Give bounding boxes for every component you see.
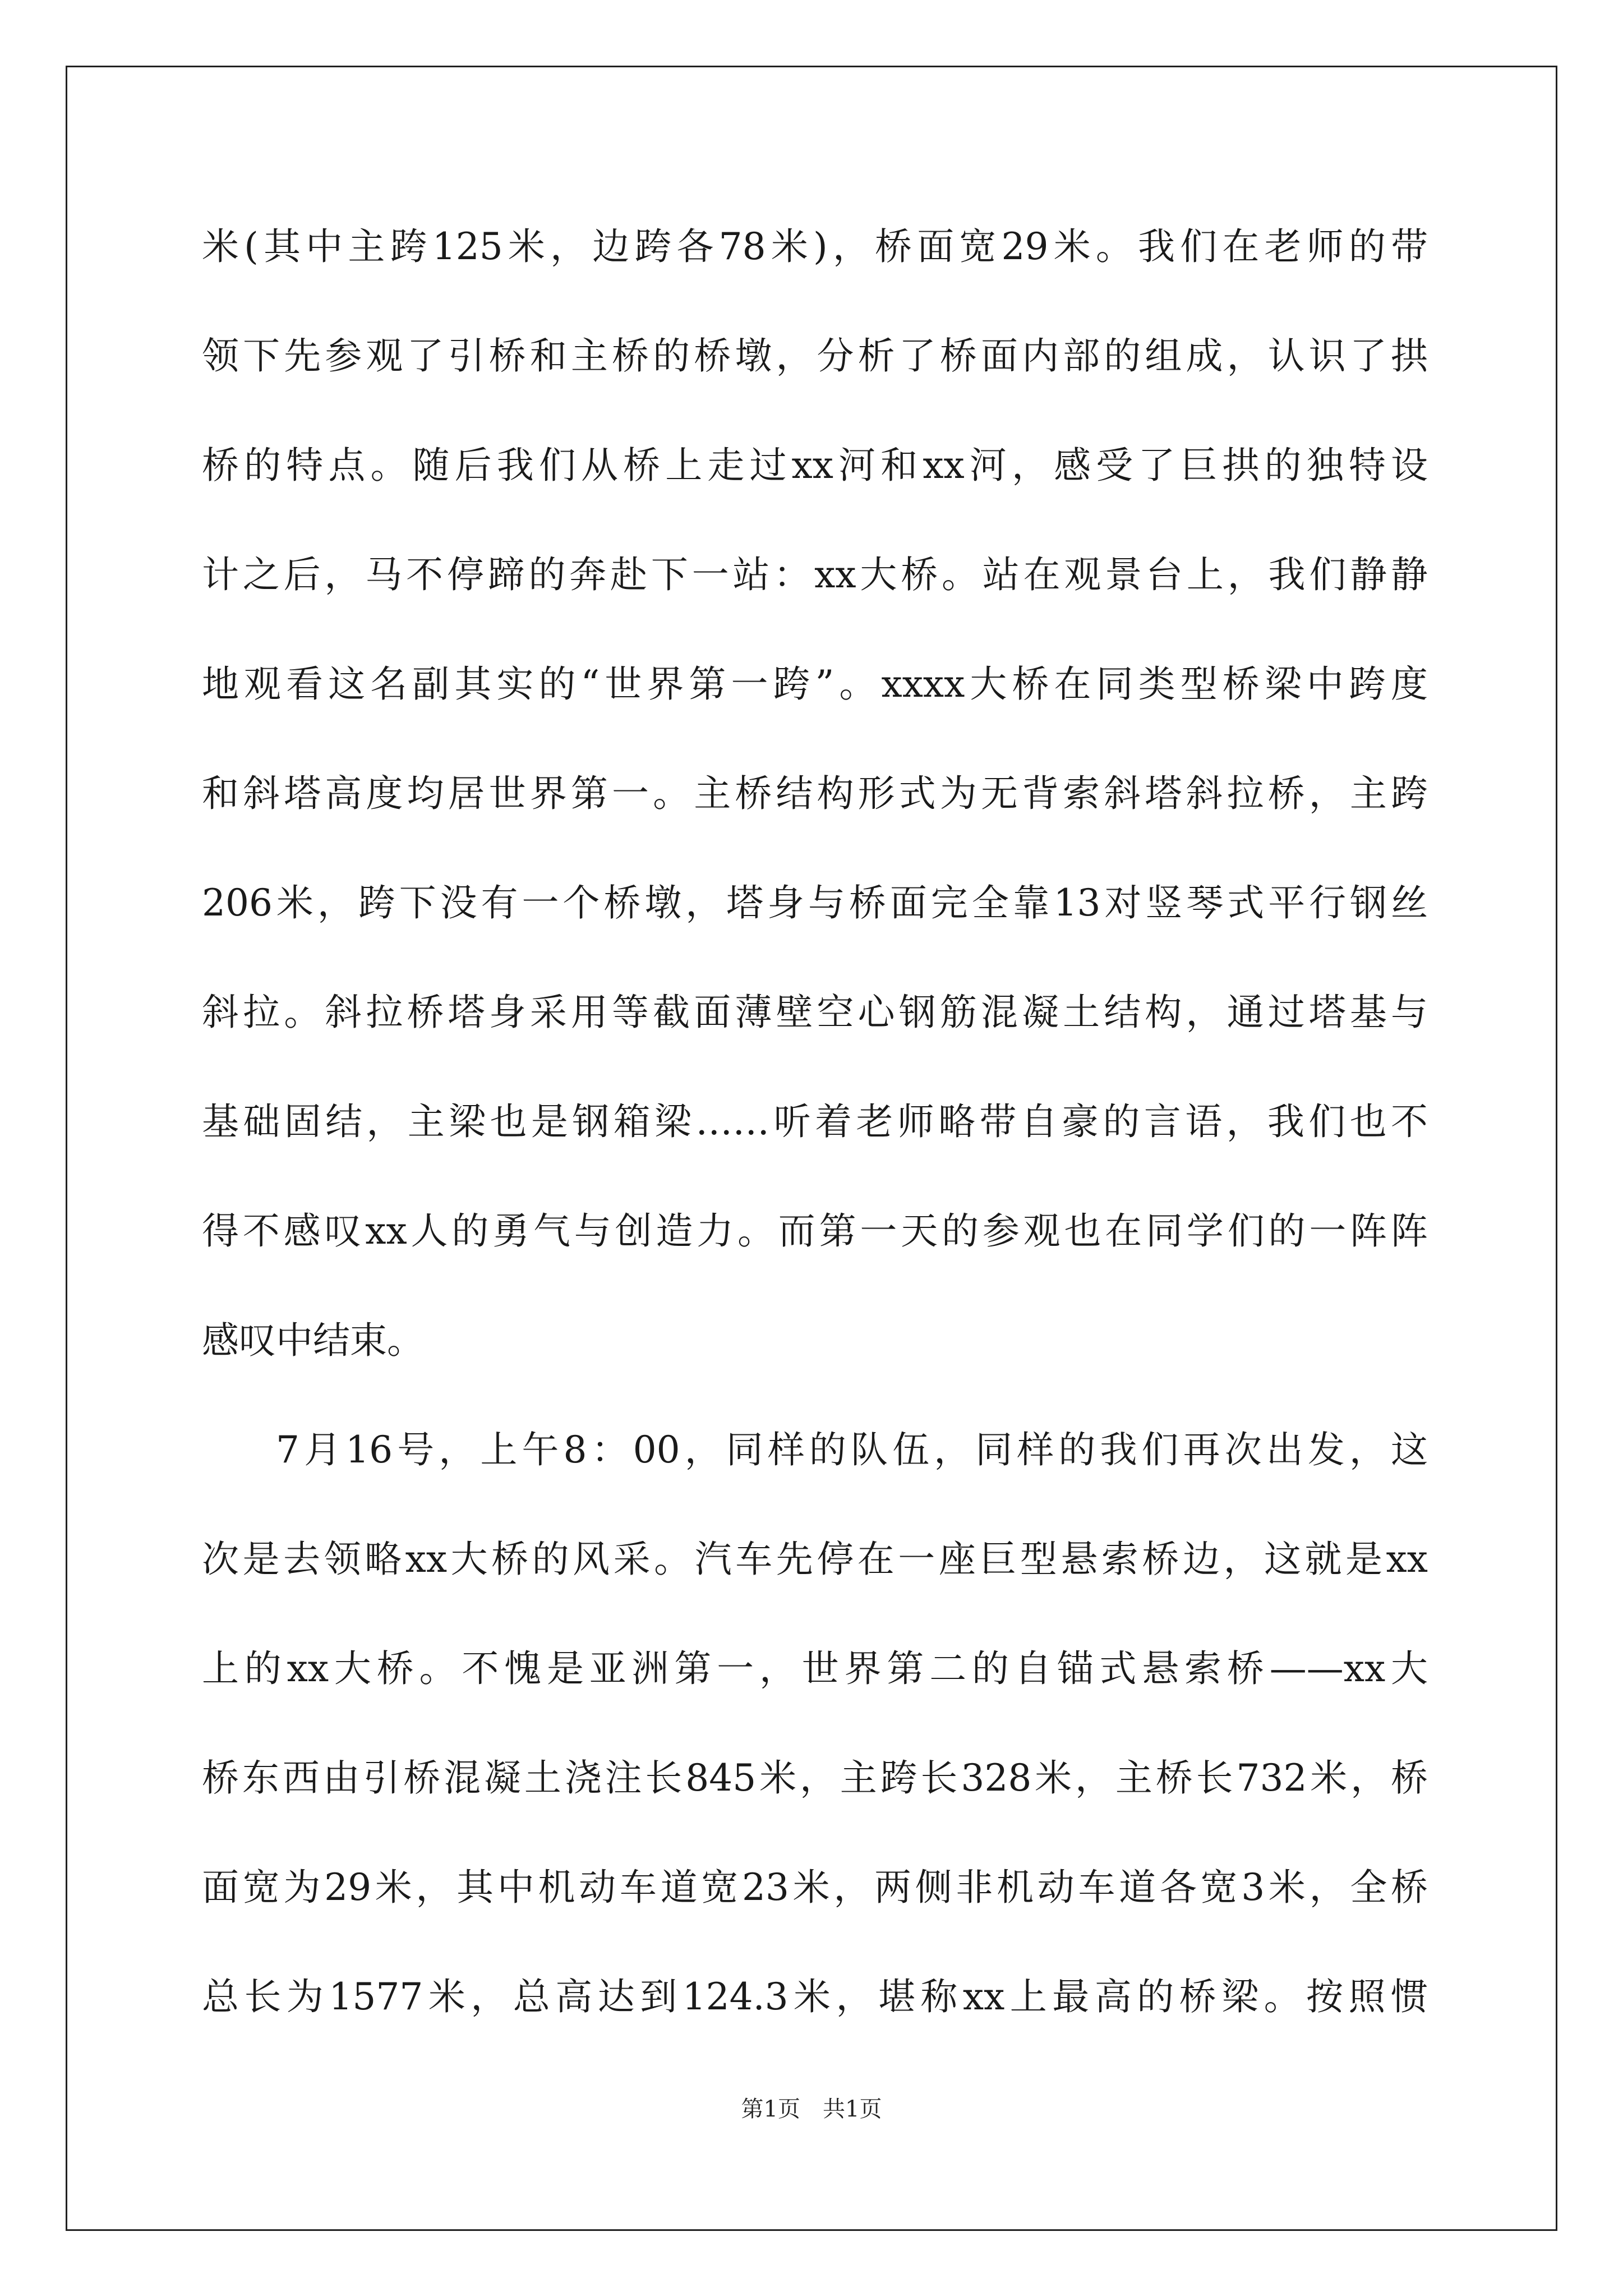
- text-line: 斜拉。斜拉桥塔身采用等截面薄壁空心钢筋混凝土结构，通过塔基与: [202, 991, 1428, 1034]
- text-line: 206米，跨下没有一个桥墩，塔身与桥面完全靠13对竖琴式平行钢丝: [202, 881, 1428, 924]
- text-line: 计之后，马不停蹄的奔赴下一站：xx大桥。站在观景台上，我们静静: [202, 553, 1428, 596]
- text-line: 基础固结，主梁也是钢箱梁……听着老师略带自豪的言语，我们也不: [202, 1100, 1428, 1143]
- document-body: [202, 216, 1428, 2076]
- text-line: 桥东西由引桥混凝土浇注长845米，主跨长328米，主桥长732米，桥: [202, 1756, 1428, 1800]
- text-line: 地观看这名副其实的“世界第一跨”。xxxx大桥在同类型桥梁中跨度: [202, 662, 1428, 706]
- text-line: 领下先参观了引桥和主桥的桥墩，分析了桥面内部的组成，认识了拱: [202, 334, 1428, 378]
- paragraph-end-line: 感叹中结束。: [202, 1319, 424, 1362]
- page-number: 第1页 共1页: [741, 2096, 882, 2122]
- text-line: 和斜塔高度均居世界第一。主桥结构形式为无背索斜塔斜拉桥，主跨: [202, 772, 1428, 815]
- text-line: 面宽为29米，其中机动车道宽23米，两侧非机动车道各宽3米，全桥: [202, 1866, 1428, 1909]
- text-line: 得不感叹xx人的勇气与创造力。而第一天的参观也在同学们的一阵阵: [202, 1209, 1428, 1253]
- text-line: 桥的特点。随后我们从桥上走过xx河和xx河，感受了巨拱的独特设: [202, 444, 1428, 487]
- text-line: 米(其中主跨125米，边跨各78米)，桥面宽29米。我们在老师的带: [202, 225, 1428, 268]
- text-line: 总长为1577米，总高达到124.3米，堪称xx上最高的桥梁。按照惯: [202, 1975, 1428, 2018]
- text-line: 次是去领略xx大桥的风采。汽车先停在一座巨型悬索桥边，这就是xx: [202, 1538, 1428, 1581]
- text-line: 上的xx大桥。不愧是亚洲第一，世界第二的自锚式悬索桥——xx大: [202, 1647, 1428, 1690]
- paragraph-first-line: 7月16号，上午8：00，同样的队伍，同样的我们再次出发，这: [276, 1428, 1428, 1471]
